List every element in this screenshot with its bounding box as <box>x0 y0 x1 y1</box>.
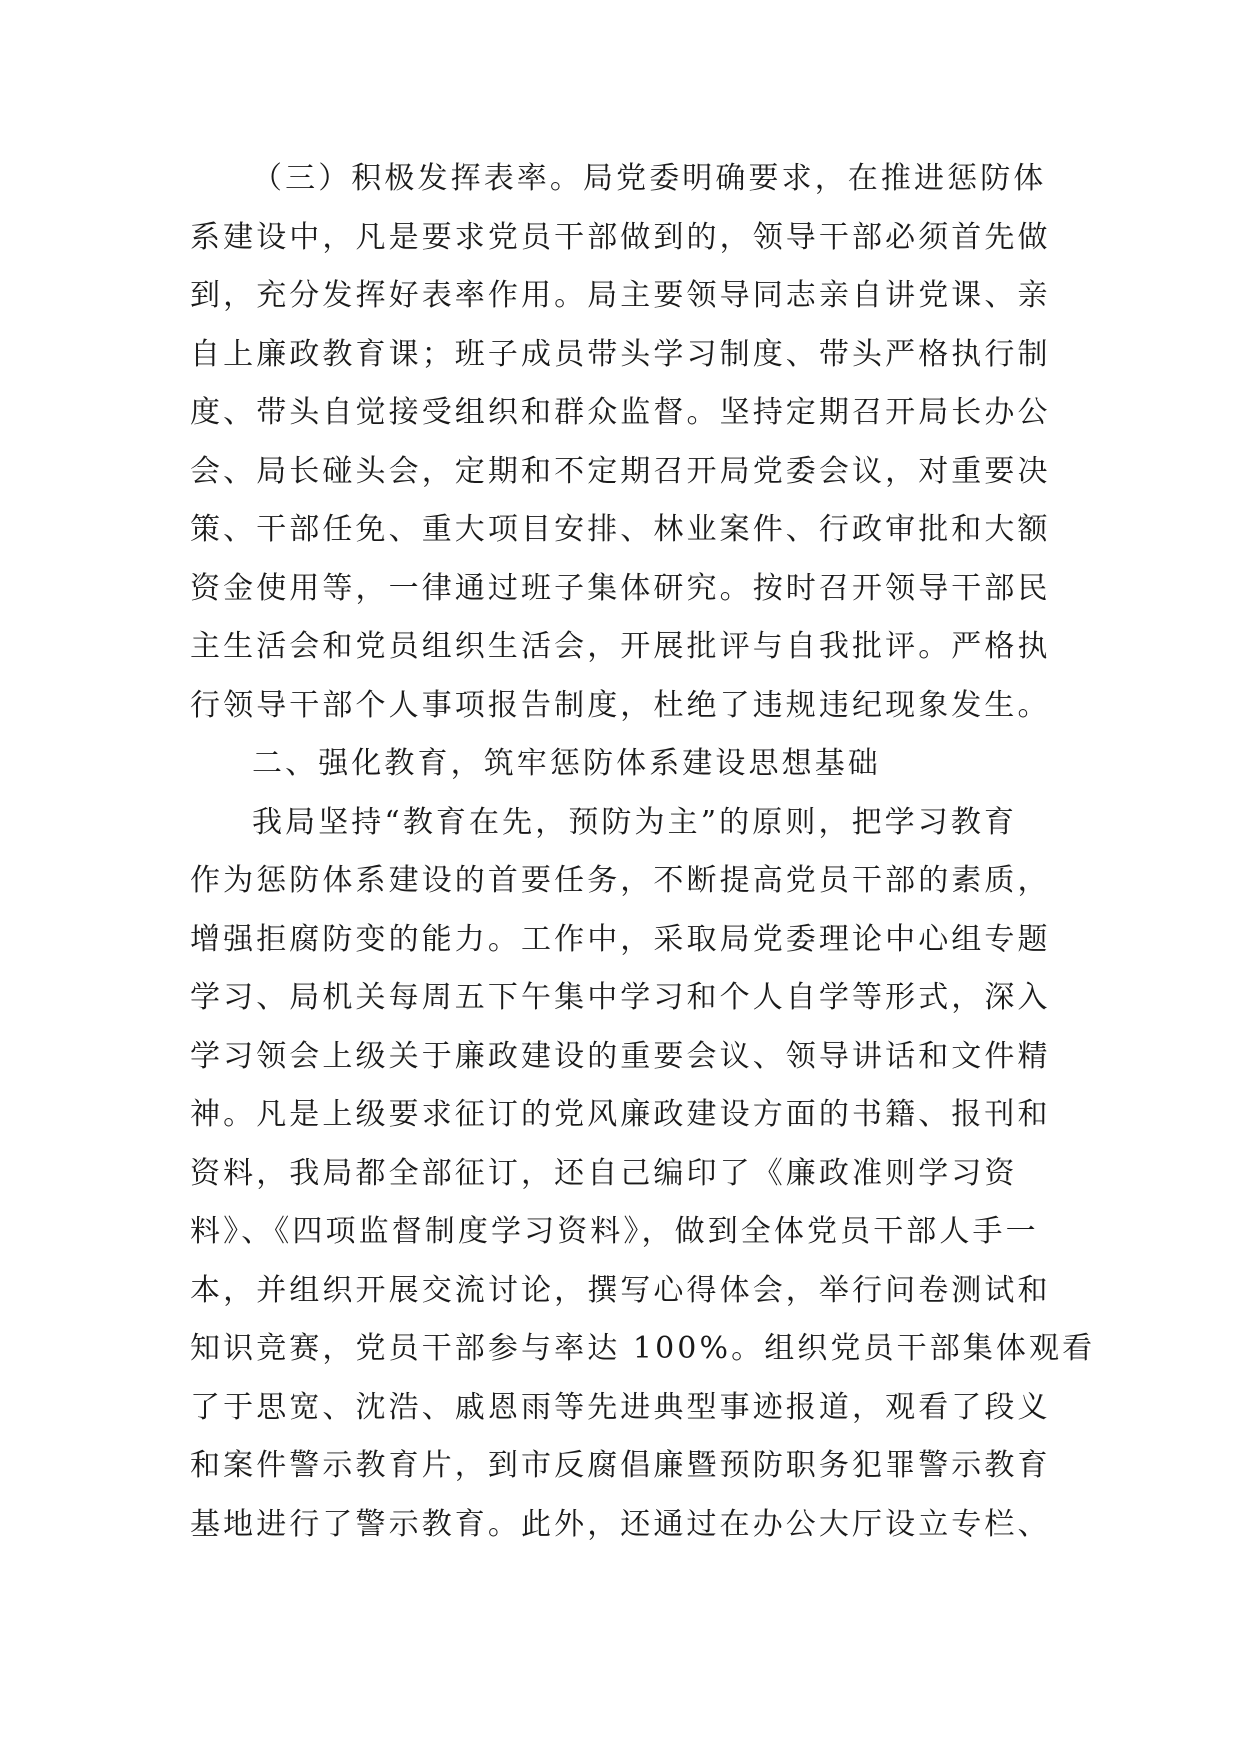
paragraph-2-line-1: 我局坚持“教育在先，预防为主”的原则，把学习教育 <box>252 804 1018 840</box>
paragraph-2-line-12: 和案件警示教育片，到市反腐倡廉暨预防职务犯罪警示教育 <box>190 1448 1051 1483</box>
section-heading: 二、强化教育，筑牢惩防体系建设思想基础 <box>252 746 881 781</box>
paragraph-1-line-6: 会、局长碰头会，定期和不定期召开局党委会议，对重要决 <box>190 453 1051 489</box>
paragraph-1-line-4: 自上廉政教育课；班子成员带头学习制度、带头严格执行制 <box>190 336 1051 372</box>
paragraph-2-line-4: 学习、局机关每周五下午集中学习和个人自学等形式，深入 <box>190 980 1051 1015</box>
paragraph-2-line-7: 资料，我局都全部征订，还自己编印了《廉政准则学习资 <box>190 1155 1018 1191</box>
paragraph-1-line-5: 度、带头自觉接受组织和群众监督。坚持定期召开局长办公 <box>190 395 1051 430</box>
paragraph-1-line-7: 策、干部任免、重大项目安排、林业案件、行政审批和大额 <box>190 512 1051 547</box>
paragraph-2-line-13: 基地进行了警示教育。此外，还通过在办公大厅设立专栏、 <box>190 1506 1051 1542</box>
paragraph-1-line-3: 到，充分发挥好表率作用。局主要领导同志亲自讲党课、亲 <box>190 278 1051 313</box>
paragraph-2-line-2: 作为惩防体系建设的首要任务，不断提高党员干部的素质， <box>190 863 1051 898</box>
paragraph-1-line-9: 主生活会和党员组织生活会，开展批评与自我批评。严格执 <box>190 629 1051 664</box>
paragraph-2-line-10: 知识竞赛，党员干部参与率达 100%。组织党员干部集体观看 <box>190 1331 1096 1366</box>
paragraph-2-line-8: 料》、《四项监督制度学习资料》，做到全体党员干部人手一 <box>190 1214 1039 1249</box>
paragraph-2-line-9: 本，并组织开展交流讨论，撰写心得体会，举行问卷测试和 <box>190 1272 1051 1308</box>
paragraph-1-line-1: （三）积极发挥表率。局党委明确要求，在推进惩防体 <box>252 161 1047 196</box>
paragraph-1-line-8: 资金使用等，一律通过班子集体研究。按时召开领导干部民 <box>190 570 1051 606</box>
paragraph-2-line-3: 增强拒腐防变的能力。工作中，采取局党委理论中心组专题 <box>190 921 1051 957</box>
paragraph-1-line-2: 系建设中，凡是要求党员干部做到的，领导干部必须首先做 <box>190 219 1051 255</box>
paragraph-1-line-10: 行领导干部个人事项报告制度，杜绝了违规违纪现象发生。 <box>190 687 1051 723</box>
paragraph-2-line-6: 神。凡是上级要求征订的党风廉政建设方面的书籍、报刊和 <box>190 1097 1051 1132</box>
paragraph-2-line-5: 学习领会上级关于廉政建设的重要会议、领导讲话和文件精 <box>190 1038 1051 1074</box>
document-body <box>190 150 1096 1554</box>
paragraph-2-line-11: 了于思宽、沈浩、戚恩雨等先进典型事迹报道，观看了段义 <box>190 1389 1051 1425</box>
